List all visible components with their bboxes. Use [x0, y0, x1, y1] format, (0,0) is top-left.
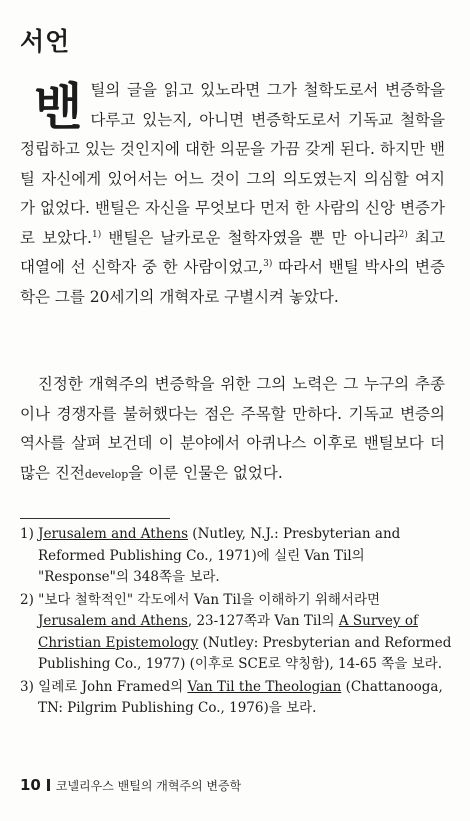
- footnote-book-title: Jerusalem and Athens: [38, 613, 188, 629]
- drop-cap: 밴: [34, 77, 83, 136]
- paragraph-1-text-3: 최고 대열에 선 신학자 중 한 사람이었고,: [20, 228, 446, 276]
- footnote-ref-2[interactable]: 2): [398, 229, 408, 240]
- footnote-book-title: Van Til the Theologian: [187, 678, 342, 695]
- footnote-list: [20, 524, 452, 721]
- footnote-text: (Nutley: Presbyterian and Reformed Publishing Co., 1977) (이후로 SCE로 약칭함), 14-65 쪽을 보라.: [38, 634, 452, 672]
- paragraph-2-text-2: 을 이룬 인물은 없었다.: [128, 463, 283, 482]
- paragraph-1: [20, 76, 445, 312]
- footnote-book-title: A Survey of Christian Epistemology: [38, 613, 418, 651]
- paragraph-1-text-4: 따라서 밴틸 박사의 변증학은 그를 20세기의 개혁자로 구별시켜 놓았다.: [20, 258, 445, 306]
- footnote-book-title: Jerusalem and Athens: [38, 526, 189, 542]
- footnote-2: [20, 590, 452, 676]
- footnote-number: 2): [20, 591, 39, 608]
- footnote-3: [20, 677, 452, 720]
- paragraph-1-text-2: 밴틸은 날카로운 철학자였을 뿐 만 아니라: [101, 228, 399, 247]
- footnote-1: [20, 524, 452, 589]
- footnote-text: , 23-127쪽과 Van Til의: [187, 613, 339, 629]
- footnote-ref-3[interactable]: 3): [263, 258, 273, 269]
- footnote-ref-1[interactable]: 1): [91, 229, 102, 240]
- footnote-text: (Nutley, N.J.: Presbyterian and Reformed Publishing Co., 1971)에 실린 Van Til의 "Response"의 348쪽을 보라.: [38, 526, 401, 585]
- english-gloss: develop: [84, 467, 129, 481]
- footnote-text: (Chattanooga, TN: Pilgrim Publishing Co., 1976)을 보라.: [38, 678, 443, 716]
- paragraph-1-text-1: 틸의 글을 읽고 있노라면 그가 철학도로서 변증학을 다루고 있는지, 아니면 변증학도로서 기독교 철학을 정립하고 있는 것인지에 대한 의문을 가끔 갖게 된다. 하지만 밴틸 자신에게 있어서는 어느 것이 그의 의도였는지 의심할 여지가 없었다. 밴틸은 자신을 무엇보다 먼저 한 사람의 신앙 변증가로 보았다.: [20, 81, 445, 247]
- section-heading: 서언: [20, 27, 71, 56]
- footnote-number: 1): [20, 526, 39, 542]
- footer-separator: [47, 779, 50, 791]
- running-title: 코넬리우스 밴틸의 개혁주의 변증학: [55, 778, 242, 793]
- footnote-divider: [20, 518, 170, 519]
- footnote-text: "보다 철학적인" 각도에서 Van Til을 이해하기 위해서라면: [38, 591, 381, 608]
- paragraph-2-text-1: 진정한 개혁주의 변증학을 위한 그의 노력은 그 누구의 추종이나 경쟁자를 불허했다는 점은 주목할 만하다. 기독교 변증의 역사를 살펴 보건데 이 분야에서 아퀴나스 이후로 밴틸보다 더 많은 진전: [20, 375, 445, 482]
- page-footer: [20, 776, 241, 794]
- page-number: 10: [20, 776, 41, 794]
- footnote-number: 3): [20, 678, 39, 695]
- paragraph-2: [20, 370, 445, 489]
- footnote-text: 일례로 John Framed의: [38, 678, 188, 695]
